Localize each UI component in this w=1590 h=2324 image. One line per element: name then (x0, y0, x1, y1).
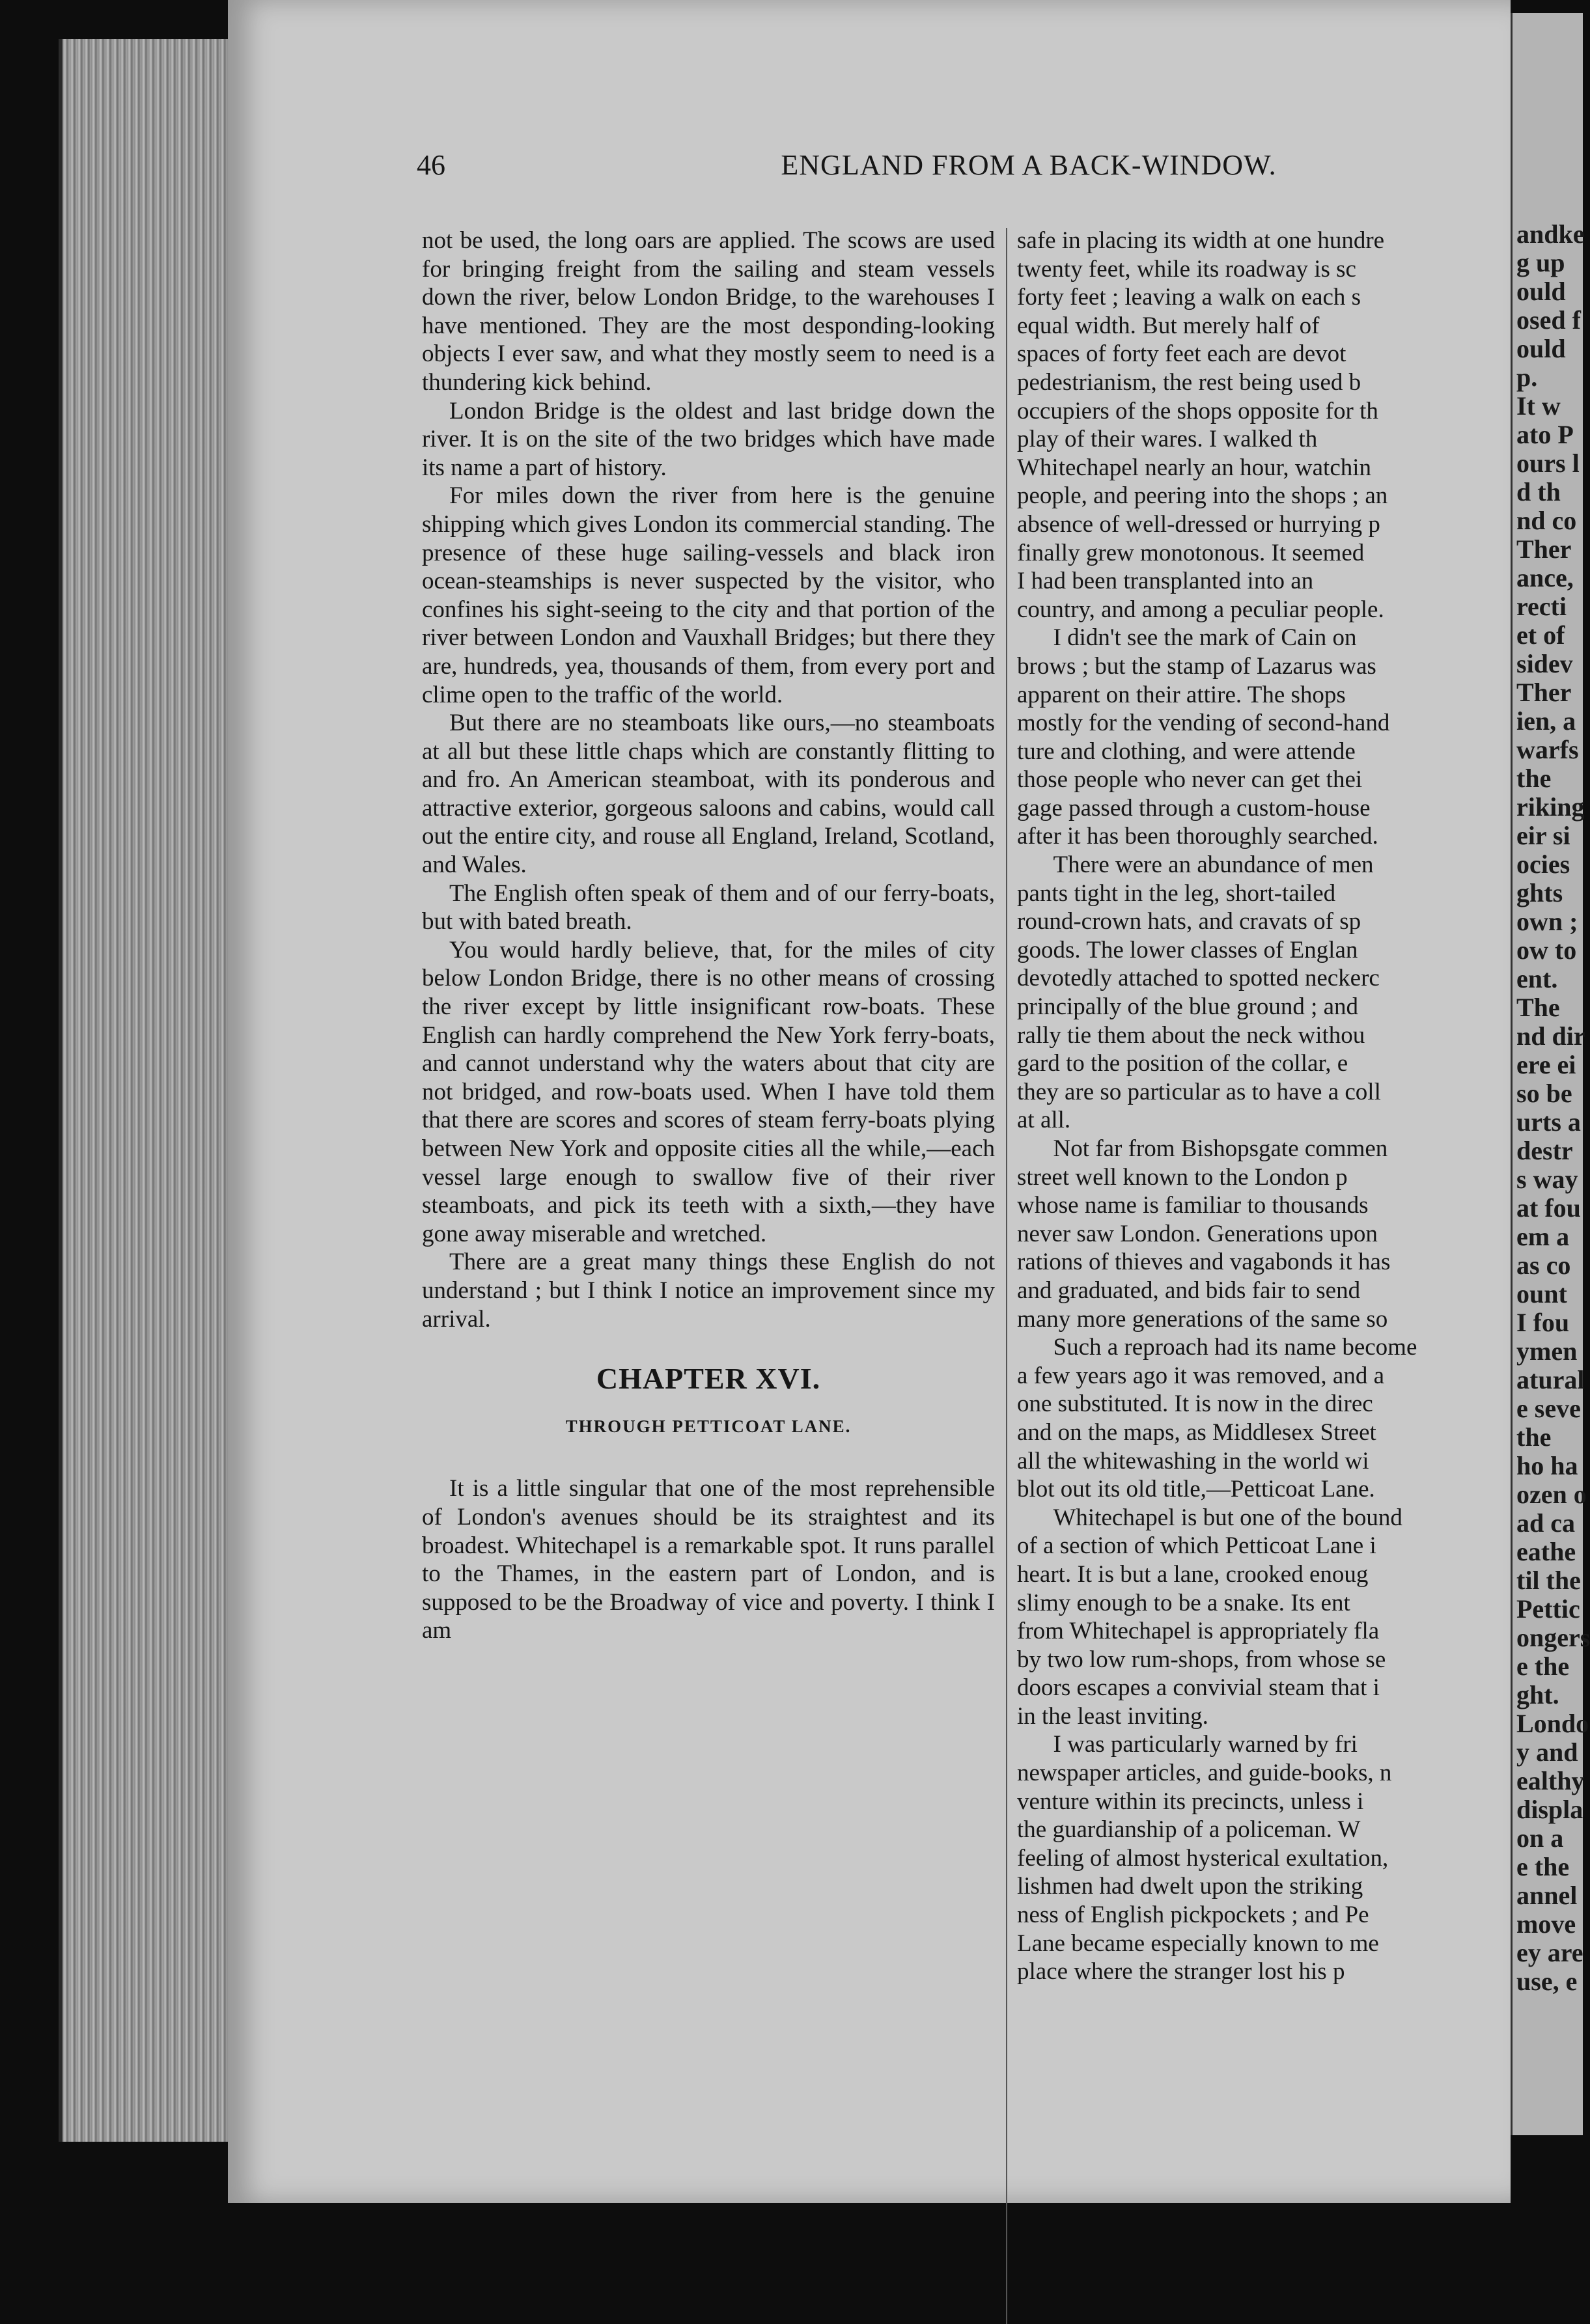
text-line: pedestrianism, the rest being used b (1017, 368, 1361, 396)
bleed-text-fragment: ongers (1516, 1623, 1590, 1652)
bleed-text-fragment: p. (1516, 363, 1538, 392)
bleed-text-fragment: ato P (1516, 420, 1574, 449)
text-line: rations of thieves and vagabonds it has (1017, 1249, 1391, 1276)
text-line: place where the stranger lost his p (1017, 1958, 1345, 1985)
bleed-text-fragment: annel (1516, 1881, 1578, 1910)
bleed-text-fragment: ien, a (1516, 706, 1576, 736)
text-line: never saw London. Generations upon (1017, 1220, 1378, 1247)
bleed-text-fragment: ealthy (1516, 1766, 1585, 1795)
bleed-text-fragment: on a (1516, 1823, 1564, 1853)
text-line: at all. (1017, 1107, 1071, 1134)
bleed-text-fragment: ghts (1516, 878, 1563, 907)
bleed-text-fragment: ocies (1516, 850, 1570, 879)
paragraph: not be used, the long oars are applied. The scows are used for bringing freight from the sailing and steam vessels down the river, below London Bridge, to the warehouses I have mentioned. They are the most desponding-looking objects I ever saw, and what they mostly seem to need is a thundering kick behind. (422, 227, 995, 396)
left-column (422, 227, 995, 1645)
text-line: devotedly attached to spotted neckerc (1017, 965, 1380, 992)
text-line: twenty feet, while its roadway is sc (1017, 255, 1356, 283)
text-line: equal width. But merely half of (1017, 312, 1320, 339)
text-line: rally tie them about the neck withou (1017, 1021, 1365, 1049)
text-line: those people who never can get thei (1017, 766, 1363, 794)
bleed-text-fragment: ozen o (1516, 1480, 1587, 1509)
bleed-text-fragment: g up (1516, 248, 1565, 277)
text-line: all the whitewashing in the world wi (1017, 1447, 1369, 1474)
bleed-text-fragment: ere ei (1516, 1050, 1576, 1079)
bleed-text-fragment: ount (1516, 1279, 1567, 1308)
text-line: they are so particular as to have a coll (1017, 1078, 1381, 1105)
text-line: Not far from Bishopsgate commen (1017, 1135, 1388, 1162)
text-line: people, and peering into the shops ; an (1017, 482, 1388, 510)
bleed-text-fragment: The (1516, 993, 1560, 1022)
text-line: heart. It is but a lane, crooked enoug (1017, 1560, 1369, 1588)
bleed-text-fragment: recti (1516, 592, 1567, 621)
paragraph: You would hardly believe, that, for the miles of city below London Bridge, there is no other means of crossing the river except by little insignificant row-boats. These English can hardly comprehend the New York ferry-boats, and cannot understand why the waters about that city are not bridged, and row-boats used. When I have told them that there are scores and scores of steam ferry-boats plying between New York and opposite cities all the while,—each vessel large enough to swallow five of their river steamboats, and pick its teeth with a sixth,—they have gone away miserable and wretched. (422, 936, 995, 1247)
text-line: There were an abundance of men (1017, 851, 1374, 879)
text-line: Lane became especially known to me (1017, 1930, 1379, 1957)
bleed-text-fragment: nd dir (1516, 1021, 1585, 1051)
bleed-text-fragment: use, e (1516, 1967, 1578, 1996)
text-line: apparent on their attire. The shops (1017, 681, 1346, 708)
paragraph: London Bridge is the oldest and last bridge down the river. It is on the site of the two bridges which have made its name a part of history. (422, 397, 995, 481)
bleed-text-fragment: andke (1516, 219, 1585, 249)
text-line: street well known to the London p (1017, 1163, 1348, 1191)
bleed-text-fragment: ould (1516, 277, 1566, 306)
text-line: forty feet ; leaving a walk on each s (1017, 284, 1361, 311)
bleed-text-fragment: s way (1516, 1165, 1578, 1194)
bleed-text-fragment: ent. (1516, 964, 1558, 993)
bleed-text-fragment: destr (1516, 1136, 1573, 1165)
bleed-text-fragment: atural (1516, 1365, 1585, 1394)
chapter-heading: CHAPTER XVI. (596, 1362, 821, 1396)
text-line: venture within its precincts, unless i (1017, 1788, 1364, 1815)
text-line: feeling of almost hysterical exultation, (1017, 1844, 1389, 1872)
text-line: in the least inviting. (1017, 1702, 1208, 1730)
bleed-text-fragment: ad ca (1516, 1508, 1575, 1538)
bleed-text-fragment: osed f (1516, 305, 1581, 335)
text-line: brows ; but the stamp of Lazarus was (1017, 652, 1376, 680)
text-line: goods. The lower classes of Englan (1017, 936, 1358, 963)
column-divider (1006, 228, 1007, 2324)
bleed-text-fragment: the (1516, 1422, 1552, 1452)
text-line: blot out its old title,—Petticoat Lane. (1017, 1476, 1375, 1503)
text-line: country, and among a peculiar people. (1017, 596, 1384, 623)
right-column (1017, 227, 1511, 1986)
bleed-text-fragment: nd co (1516, 506, 1577, 535)
book-page-edges (59, 39, 232, 2142)
text-line: after it has been thoroughly searched. (1017, 823, 1378, 850)
text-line: one substituted. It is now in the direc (1017, 1390, 1373, 1418)
bleed-text-fragment: riking (1516, 792, 1585, 822)
text-line: by two low rum-shops, from whose se (1017, 1646, 1386, 1673)
bleed-text-fragment: own ; (1516, 907, 1578, 936)
bleed-text-fragment: ours l (1516, 449, 1580, 478)
text-line: finally grew monotonous. It seemed (1017, 539, 1365, 566)
bleed-text-fragment: move (1516, 1909, 1576, 1939)
text-line: ture and clothing, and were attende (1017, 738, 1356, 765)
text-line: the guardianship of a policeman. W (1017, 1816, 1361, 1844)
bleed-text-fragment: warfs (1516, 735, 1579, 764)
bleed-text-fragment: as co (1516, 1251, 1571, 1280)
text-line: round-crown hats, and cravats of sp (1017, 908, 1361, 935)
text-line: a few years ago it was removed, and a (1017, 1362, 1385, 1389)
bleed-text-fragment: Pettic (1516, 1594, 1580, 1624)
bleed-text-fragment: d th (1516, 477, 1561, 506)
bleed-text-fragment: e the (1516, 1852, 1570, 1881)
adjacent-page-bleed (1511, 13, 1590, 2135)
paragraph: There are a great many things these English do not understand ; but I think I notice an improvement since my arrival. (422, 1249, 995, 1333)
text-line: I had been transplanted into an (1017, 568, 1314, 595)
text-line: of a section of which Petticoat Lane i (1017, 1532, 1376, 1560)
bleed-text-fragment: ymen (1516, 1336, 1578, 1366)
text-line: Such a reproach had its name become (1017, 1334, 1417, 1361)
paragraph: But there are no steamboats like ours,—no steamboats at all but these little chaps which are constantly flitting to and fro. An American steamboat, with its ponderous and attractive exterior, gorgeous saloons and cabins, would call out the entire city, and rouse all England, Ireland, Scotland, and Wales. (422, 710, 995, 879)
bleed-text-fragment: urts a (1516, 1107, 1581, 1137)
text-line: and graduated, and bids fair to send (1017, 1277, 1361, 1304)
text-line: absence of well-dressed or hurrying p (1017, 510, 1380, 538)
bleed-text-fragment: at fou (1516, 1193, 1581, 1223)
text-line: occupiers of the shops opposite for th (1017, 397, 1378, 424)
bleed-text-fragment: It w (1516, 391, 1561, 421)
text-line: I was particularly warned by fri (1017, 1731, 1358, 1758)
bleed-text-fragment: eathe (1516, 1537, 1576, 1566)
text-line: principally of the blue ground ; and (1017, 993, 1359, 1021)
bleed-text-fragment: Londo (1516, 1709, 1589, 1738)
bleed-text-fragment: em a (1516, 1222, 1570, 1251)
bleed-text-fragment: et of (1516, 620, 1565, 650)
text-line: safe in placing its width at one hundre (1017, 227, 1385, 254)
running-head (417, 148, 1524, 187)
text-line: whose name is familiar to thousands (1017, 1192, 1369, 1219)
text-line: newspaper articles, and guide-books, n (1017, 1760, 1392, 1787)
text-line: many more generations of the same so (1017, 1305, 1388, 1333)
page-number: 46 (417, 149, 445, 181)
text-line: slimy enough to be a snake. Its ent (1017, 1589, 1350, 1616)
text-line: play of their wares. I walked th (1017, 426, 1318, 453)
bleed-text-fragment: the (1516, 764, 1552, 793)
text-line: mostly for the vending of second-hand (1017, 710, 1390, 737)
text-line: lishmen had dwelt upon the striking (1017, 1873, 1363, 1900)
chapter-subtitle: THROUGH PETTICOAT LANE. (565, 1416, 852, 1436)
running-title: ENGLAND FROM A BACK-WINDOW. (781, 149, 1277, 181)
text-line: ness of English pickpockets ; and Pe (1017, 1902, 1369, 1929)
paragraph: It is a little singular that one of the most reprehensible of London's avenues should be its straightest and its broadest. Whitechapel is a remarkable spot. It runs parallel to the Thames, in the eastern part of London, and is supposed to be the Broadway of vice and poverty. I think I am (422, 1475, 995, 1644)
bleed-text-fragment: so be (1516, 1079, 1572, 1108)
text-line: from Whitechapel is appropriately fla (1017, 1618, 1380, 1645)
text-line: Whitechapel is but one of the bound (1017, 1504, 1402, 1531)
text-line: Whitechapel nearly an hour, watchin (1017, 454, 1372, 481)
bleed-text-fragment: eir si (1516, 821, 1570, 850)
paragraph: For miles down the river from here is the genuine shipping which gives London its commercial standing. The presence of these huge sailing-vessels and black iron ocean-steamships is never suspected by the visitor, who confines his sight-seeing to the city and that portion of the river between London and Vauxhall Bridges; but there they are, hundreds, yea, thousands of them, from every port and clime open to the traffic of the world. (422, 482, 995, 708)
bleed-text-fragment: ance, (1516, 563, 1574, 592)
bleed-text-fragment: ght. (1516, 1680, 1559, 1709)
text-line: gard to the position of the collar, e (1017, 1050, 1348, 1077)
bleed-text-fragment: ey are (1516, 1938, 1583, 1967)
text-line: and on the maps, as Middlesex Street (1017, 1418, 1376, 1446)
text-line: spaces of forty feet each are devot (1017, 340, 1346, 368)
text-line: pants tight in the leg, short-tailed (1017, 879, 1336, 907)
bleed-text-fragment: ow to (1516, 935, 1577, 965)
bleed-text-fragment: Ther (1516, 678, 1572, 707)
text-line: doors escapes a convivial steam that i (1017, 1674, 1380, 1702)
bleed-text-fragment: til the (1516, 1566, 1581, 1595)
bleed-text-fragment: ho ha (1516, 1451, 1578, 1480)
bleed-text-fragment: I fou (1516, 1308, 1570, 1337)
bleed-text-fragment: Ther (1516, 534, 1572, 564)
bleed-text-fragment: sidev (1516, 649, 1573, 678)
bleed-text-fragment: e the (1516, 1652, 1570, 1681)
paragraph: The English often speak of them and of our ferry-boats, but with bated breath. (422, 879, 995, 935)
text-line: gage passed through a custom-house (1017, 794, 1371, 822)
text-line: I didn't see the mark of Cain on (1017, 624, 1357, 652)
bleed-text-fragment: ould (1516, 334, 1566, 363)
bleed-text-fragment: y and (1516, 1737, 1578, 1767)
bleed-text-fragment: e seve (1516, 1394, 1581, 1423)
bleed-text-fragment: displa (1516, 1795, 1583, 1824)
